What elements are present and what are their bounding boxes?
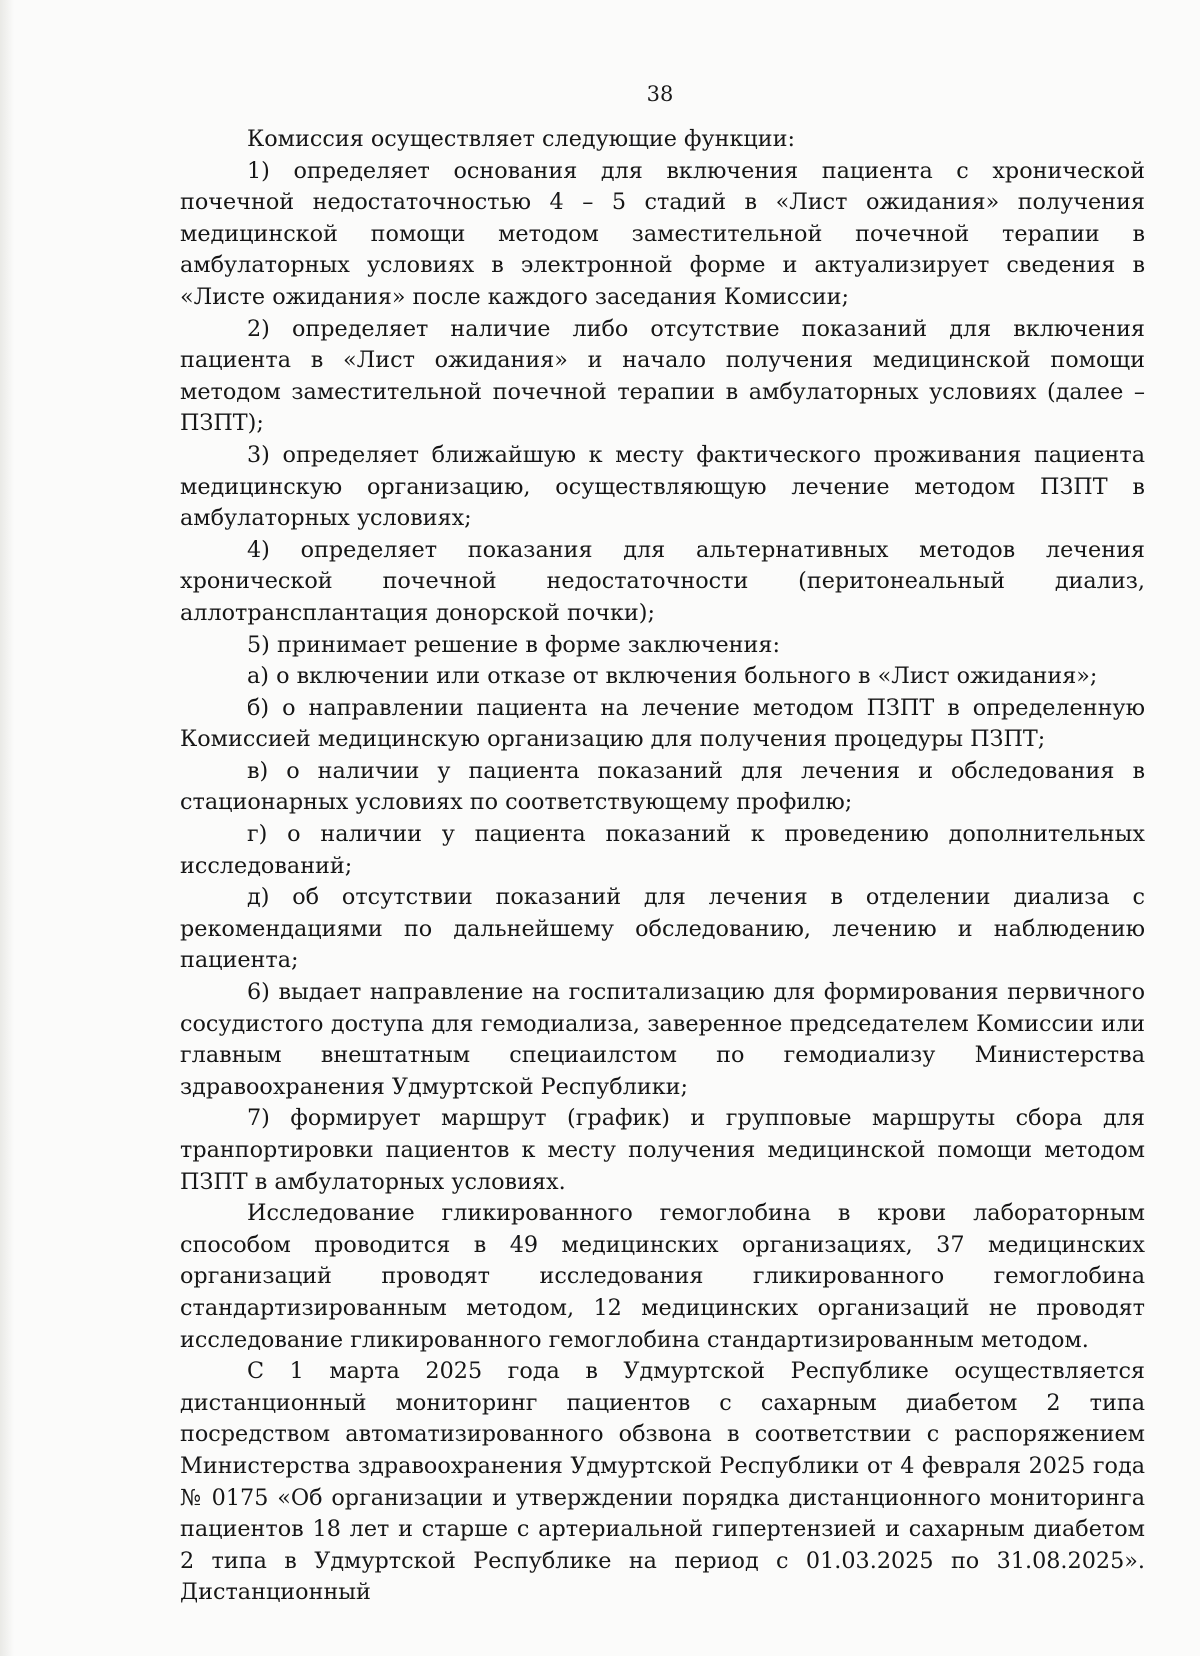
paragraph-item-4: 4) определяет показания для альтернативных методов лечения хронической почечной недостаточности (перитонеальный диализ, аллотрансплантация донорской почки); [180, 536, 1145, 626]
paragraph-item-3: 3) определяет ближайшую к месту фактического проживания пациента медицинскую организацию, осуществляющую лечение методом ПЗПТ в амбулаторных условиях; [180, 441, 1145, 532]
paragraph-item-5: 5) принимает решение в форме заключения: [247, 631, 780, 658]
paragraph-monitoring: С 1 марта 2025 года в Удмуртской Республике осуществляется дистанционный мониторинг пациентов с сахарным диабетом 2 типа посредством автоматизированного обзвона в соответствии с распоряжением Министерства здравоохранения Удмуртской Республики от 4 февраля 2025 года № 0175 «Об организации и утверждении порядка дистанционного мониторинга пациентов 18 лет и старше с артериальной гипертензией и сахарным диабетом 2 типа в Удмуртской Республике на период с 01.03.2025 по 31.08.2025». Дистанционный [180, 1358, 1145, 1606]
paragraph-item-6: 6) выдает направление на госпитализацию для формирования первичного сосудистого доступа для гемодиализа, заверенное председателем Комиссии или главным внештатным специаилстом по гемодиализу Министерства здравоохранения Удмуртской Республики; [180, 979, 1145, 1100]
paragraph-item-5d: д) об отсутствии показаний для лечения в отделении диализа с рекомендациями по дальнейшему обследованию, лечению и наблюдению пациента; [180, 884, 1145, 974]
scan-edge [0, 0, 14, 1656]
page-number: 38 [646, 82, 674, 106]
paragraph-item-5g: г) о наличии у пациента показаний к проведению дополнительных исследований; [180, 821, 1145, 879]
paragraph-item-7: 7) формирует маршрут (график) и групповые маршруты сбора для транпортировки пациентов к месту получения медицинской помощи методом ПЗПТ в амбулаторных условиях. [180, 1105, 1145, 1195]
paragraph-item-2: 2) определяет наличие либо отсутствие показаний для включения пациента в «Лист ожидания» и начало получения медицинской помощи методом заместительной почечной терапии в амбулаторных условиях (далее – ПЗПТ); [180, 315, 1145, 437]
paragraph-item-1: 1) определяет основания для включения пациента с хронической почечной недостаточностью 4 – 5 стадий в «Лист ожидания» получения медицинской помощи методом заместительной почечной терапии в амбулаторных условиях в электронной форме и актуализирует сведения в «Листе ожидания» после каждого заседания Комиссии; [180, 157, 1145, 310]
paragraph-item-5a: а) о включении или отказе от включения больного в «Лист ожидания»; [247, 663, 1098, 690]
paragraph-hemoglobin: Исследование гликированного гемоглобина в крови лабораторным способом проводится в 49 медицинских организациях, 37 медицинских организаций проводят исследования гликированного гемоглобина стандартизированным методом, 12 медицинских организаций не проводят исследование гликированного гемоглобина стандартизированным методом. [180, 1200, 1145, 1353]
paragraph-item-5b: б) о направлении пациента на лечение методом ПЗПТ в определенную Комиссией медицинскую организацию для получения процедуры ПЗПТ; [180, 694, 1145, 753]
paragraph-intro: Комиссия осуществляет следующие функции: [247, 126, 795, 152]
document-body [180, 124, 1145, 1609]
paragraph-item-5v: в) о наличии у пациента показаний для лечения и обследования в стационарных условиях по соответствующему профилю; [180, 757, 1145, 816]
